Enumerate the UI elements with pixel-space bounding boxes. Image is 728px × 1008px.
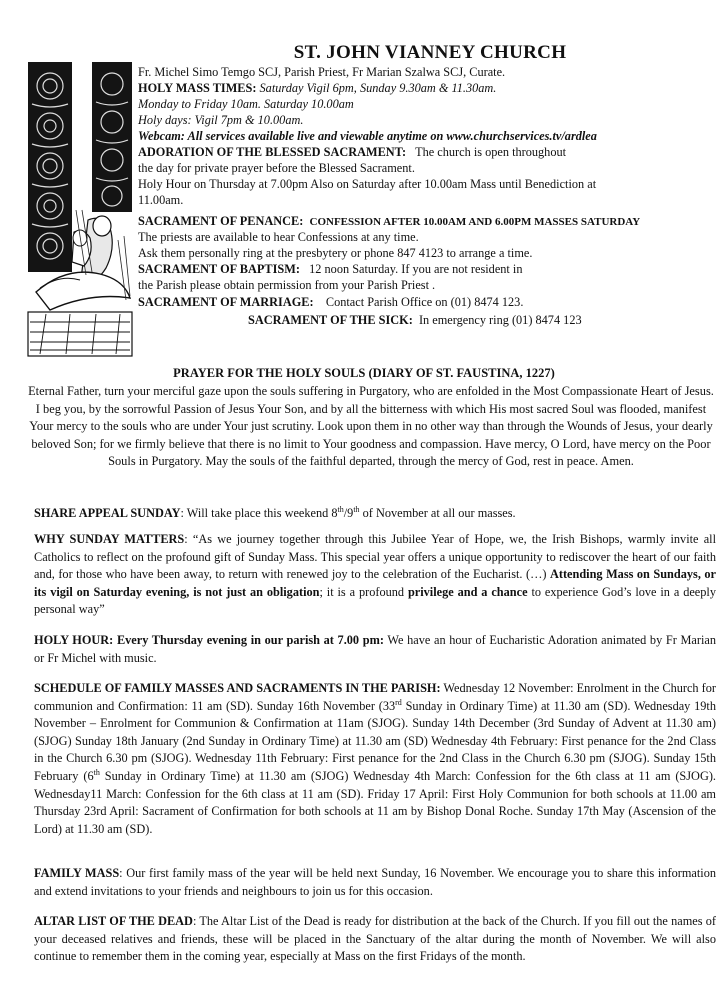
share-appeal-sup-a: th — [337, 504, 344, 514]
church-title: ST. JOHN VIANNEY CHURCH — [293, 42, 567, 63]
adoration-line-2: the day for private prayer before the Blessed Sacrament. — [138, 161, 415, 175]
share-appeal-heading: SHARE APPEAL SUNDAY — [34, 506, 181, 520]
baptism-value: 12 noon Saturday. If you are not resident in — [309, 262, 523, 276]
baptism-label: SACRAMENT OF BAPTISM: — [138, 262, 300, 276]
webcam-line: Webcam: All services available live and viewable anytime on www.churchservices.tv/ardlea — [138, 129, 597, 143]
baptism-line-2: the Parish please obtain permission from your Parish Priest . — [138, 278, 436, 292]
schedule-sup-a: rd — [395, 697, 402, 707]
family-mass-text: : Our first family mass of the year will be held next Sunday, 16 November. We encourage you to share this information and extend invitations to your friends and neighbours to join us for this occasion. — [34, 866, 716, 898]
sick-label: SACRAMENT OF THE SICK: — [248, 313, 413, 327]
mass-times-value: Saturday Vigil 6pm, Sunday 9.30am & 11.30am. — [259, 81, 497, 95]
prayer-title: PRAYER FOR THE HOLY SOULS (DIARY OF ST. FAUSTINA, 1227) — [173, 366, 555, 380]
schedule-text-c: Sunday in Ordinary Time) at 11.30 am (SJOG) Wednesday 4th March: Confession for the 6th class at 11 am (SJOG). Wednesday11 March: Confession for the 6th class at 11 am (SD). Friday 17 April: First Holy Communion for both schools at 11.00 am Thursday 23rd April: Sacrament of Confirmation for both schools at 11 am by Bishop Donal Roche. Sunday 17th May (Ascension of the Lord) at 11.30 am (SD). — [34, 768, 716, 836]
marriage-value: Contact Parish Office on (01) 8474 123. — [325, 295, 524, 309]
share-appeal-text-a: : Will take place this weekend 8 — [180, 506, 338, 520]
holy-hour-text: We have an hour of Eucharistic Adoration animated by Fr Marian or Fr Michel with music. — [34, 633, 716, 665]
holy-hour-line-1: Holy Hour on Thursday at 7.00pm Also on Saturday after 10.00am Mass until Benediction at — [138, 177, 597, 191]
schedule-text-b: Sunday in Ordinary Time) at 11.30 am (SD). Wednesday 19th November – Enrolment for Communion & Confirmation at 11am (SJOG). Sunday 14th December (3rd Sunday of Advent at 11.30 am) (SJOG) Sunday 18th January (2nd Sunday in Ordinary Time) at 11.30 am (SD) Wednesday 4th February: First penance for the 2nd Class in the Church 6.30 pm (SJOG). Wednesday 11th February: First penance for the 2nd Class in the Church 6.30 pm (SJOG). Sunday 15th February (6 — [34, 698, 716, 783]
sunday-matters-text-b: ; it is a profound — [319, 584, 408, 599]
sunday-matters-bold-a: Attending Mass on Sundays, or its vigil on Saturday evening, is not just an obligation — [34, 567, 716, 599]
altar-list-section — [34, 913, 716, 966]
adoration-line — [138, 145, 720, 161]
altar-list-text: : The Altar List of the Dead is ready for distribution at the back of the Church. If you fill out the names of your deceased relatives and friends, these will be placed in the Sanctuary of the altar during the month of November. We will also continue to remember them in the coming year, especially at Mass on the first Fridays of the month. — [34, 914, 716, 964]
holy-hour-heading: HOLY HOUR: Every Thursday evening in our parish at 7.00 pm: — [34, 633, 384, 647]
schedule-sup-b: th — [93, 767, 100, 777]
penance-label: SACRAMENT OF PENANCE: — [138, 214, 304, 228]
weekday-masses: Monday to Friday 10am. Saturday 10.00am — [138, 97, 354, 111]
family-mass-heading: FAMILY MASS — [34, 866, 120, 880]
schedule-heading: SCHEDULE OF FAMILY MASSES AND SACRAMENTS IN THE PARISH: — [34, 681, 441, 695]
marriage-line — [138, 295, 720, 311]
mass-times-label: HOLY MASS TIMES: — [138, 81, 257, 95]
schedule-text-a: Wednesday 12 November: Enrolment in the Church for communion and Confirmation: 11 am (SD). Sunday 16th November (33 — [34, 681, 716, 713]
mass-times-line — [138, 81, 720, 97]
pieta-illustration — [26, 60, 134, 358]
sunday-matters-text-c: to experience God’s love in a deeply personal way” — [34, 584, 716, 617]
baptism-line — [138, 262, 720, 278]
penance-line-3: Ask them personally ring at the presbytery or phone 847 4123 to arrange a time. — [138, 246, 533, 260]
sick-value: In emergency ring (01) 8474 123 — [418, 313, 582, 327]
share-appeal-sup-b: th — [353, 504, 360, 514]
family-mass-section — [34, 865, 716, 900]
adoration-value: The church is open throughout — [415, 145, 567, 159]
altar-list-heading: ALTAR LIST OF THE DEAD — [34, 914, 193, 928]
penance-line-2: The priests are available to hear Confessions at any time. — [138, 230, 419, 244]
sunday-matters-heading: WHY SUNDAY MATTERS — [34, 532, 185, 546]
share-appeal-text-c: of November at all our masses. — [359, 506, 516, 520]
holy-days-masses: Holy days: Vigil 7pm & 10.00am. — [138, 113, 304, 127]
sunday-matters-section — [34, 531, 716, 619]
share-appeal-section — [34, 505, 716, 523]
holy-hour-section — [34, 632, 716, 667]
share-appeal-text-b: /9 — [343, 506, 354, 520]
sick-line — [248, 313, 718, 329]
sunday-matters-bold-b: privilege and a chance — [407, 584, 528, 599]
adoration-label: ADORATION OF THE BLESSED SACRAMENT: — [138, 145, 407, 159]
clergy-line: Fr. Michel Simo Temgo SCJ, Parish Priest, Fr Marian Szalwa SCJ, Curate. — [138, 65, 506, 79]
schedule-section — [34, 680, 716, 838]
sunday-matters-text-a: : “As we journey together through this Jubilee Year of Hope, we, the Irish Bishops, warmly invite all Catholics to reflect on the profound gift of Sunday Mass. This special year offers a unique opportunity to rediscover the heart of our faith and, for those who have been away, to return with renewed joy to the celebration of the Eucharist. (…) — [34, 532, 716, 582]
holy-hour-line-2: 11.00am. — [138, 193, 184, 207]
penance-value: CONFESSION AFTER 10.00AM AND 6.00PM MASSES SATURDAY — [309, 216, 641, 228]
penance-line — [138, 214, 720, 231]
marriage-label: SACRAMENT OF MARRIAGE: — [138, 295, 314, 309]
prayer-body: Eternal Father, turn your merciful gaze upon the souls suffering in Purgatory, who are enfolded in the Most Compassionate Heart of Jesus. I beg you, by the sorrowful Passion of Jesus Your Son, and by all the bitterness with which His most sacred Soul was flooded, manifest Your mercy to the souls who are under Your just scrutiny. Look upon them in no other way than through the Wounds of Jesus, your dearly beloved Son; for we firmly believe that there is no limit to Your goodness and compassion. Have mercy, O Lord, have mercy on the Poor Souls in Purgatory. May the souls of the faithful departed, through the mercy of God, rest in peace. Amen. — [28, 384, 714, 469]
